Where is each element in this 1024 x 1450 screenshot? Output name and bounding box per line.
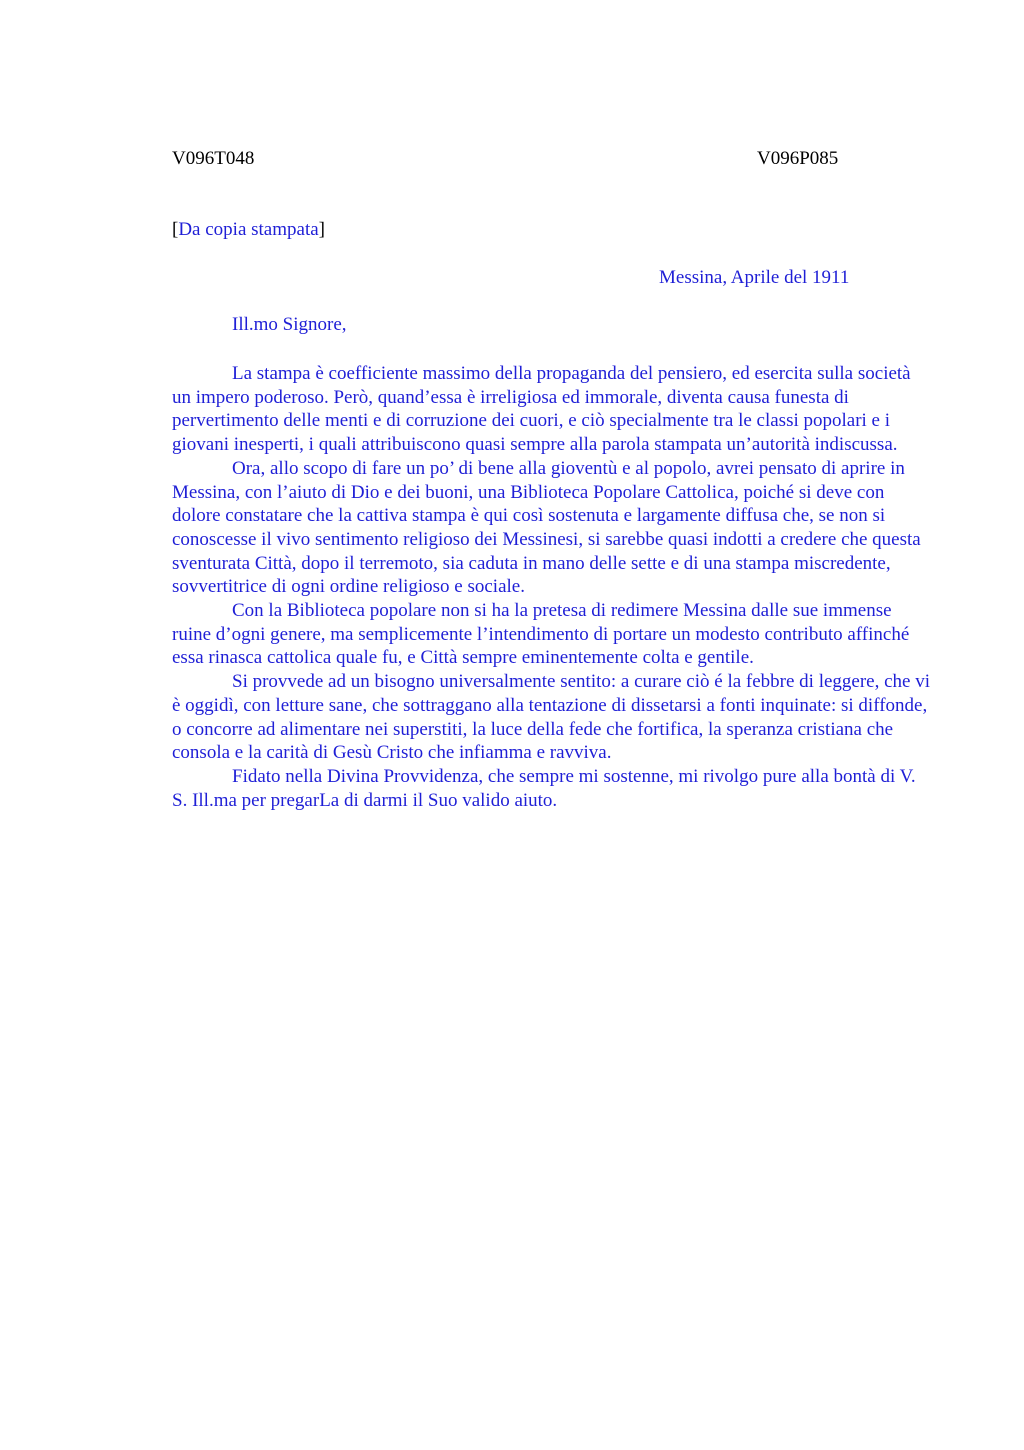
source-note-open-bracket: [: [172, 219, 179, 240]
document-code-left: V096T048: [172, 148, 255, 169]
letter-paragraph: Fidato nella Divina Provvidenza, che sempre mi sostenne, mi rivolgo pure alla bontà di V. S. Ill.ma per pregarLa di darmi il Suo valido aiuto.: [172, 765, 916, 811]
letter-paragraph: Ora, allo scopo di fare un po’ di bene alla gioventù e al popolo, avrei pensato di aprire in Messina, con l’aiuto di Dio e dei buoni, una Biblioteca Popolare Cattolica, poiché si deve con dolore constatare che la cattiva stampa è qui così sostenuta e largamente diffusa che, se non si conoscesse il vivo sentimento religioso dei Messinesi, si sarebbe quasi indotti a credere che questa sventurata Città, dopo il terremoto, sia caduta in mano delle sette e di una stampa miscredente, sovvertitrice di ogni ordine religioso e sociale.: [172, 457, 921, 598]
letter-body: [172, 362, 932, 812]
letter-paragraph: Con la Biblioteca popolare non si ha la pretesa di redimere Messina dalle sue immense ruine d’ogni genere, ma semplicemente l’intendimento di portare un modesto contributo affinché essa rinasca cattolica quale fu, e Città sempre eminentemente colta e gentile.: [172, 600, 910, 669]
letter-salutation: Ill.mo Signore,: [232, 314, 347, 335]
source-note-close-bracket: ]: [318, 219, 325, 240]
letter-paragraph: Si provvede ad un bisogno universalmente sentito: a curare ciò é la febbre di leggere, che vi è oggidì, con letture sane, che sottraggano alla tentazione di dissetarsi a fonti inquinate: si diffonde, o concorre ad alimentare nei superstiti, la luce della fede che fortifica, la speranza cristiana che consola e la carità di Gesù Cristo che infiamma e ravviva.: [172, 671, 930, 764]
letter-dateline: Messina, Aprile del 1911: [659, 267, 850, 288]
letter-paragraph: La stampa è coefficiente massimo della propaganda del pensiero, ed esercita sulla società un impero poderoso. Però, quand’essa è irreligiosa ed immorale, diventa causa funesta di pervertimento delle menti e di corruzione dei cuori, e ciò specialmente tra le classi popolari e i giovani inesperti, i quali attribuiscono quasi sempre alla parola stampata un’autorità indiscussa.: [172, 363, 911, 456]
source-note-text: Da copia stampata: [178, 219, 319, 240]
source-note: [172, 219, 325, 241]
document-code-right: V096P085: [757, 148, 839, 169]
